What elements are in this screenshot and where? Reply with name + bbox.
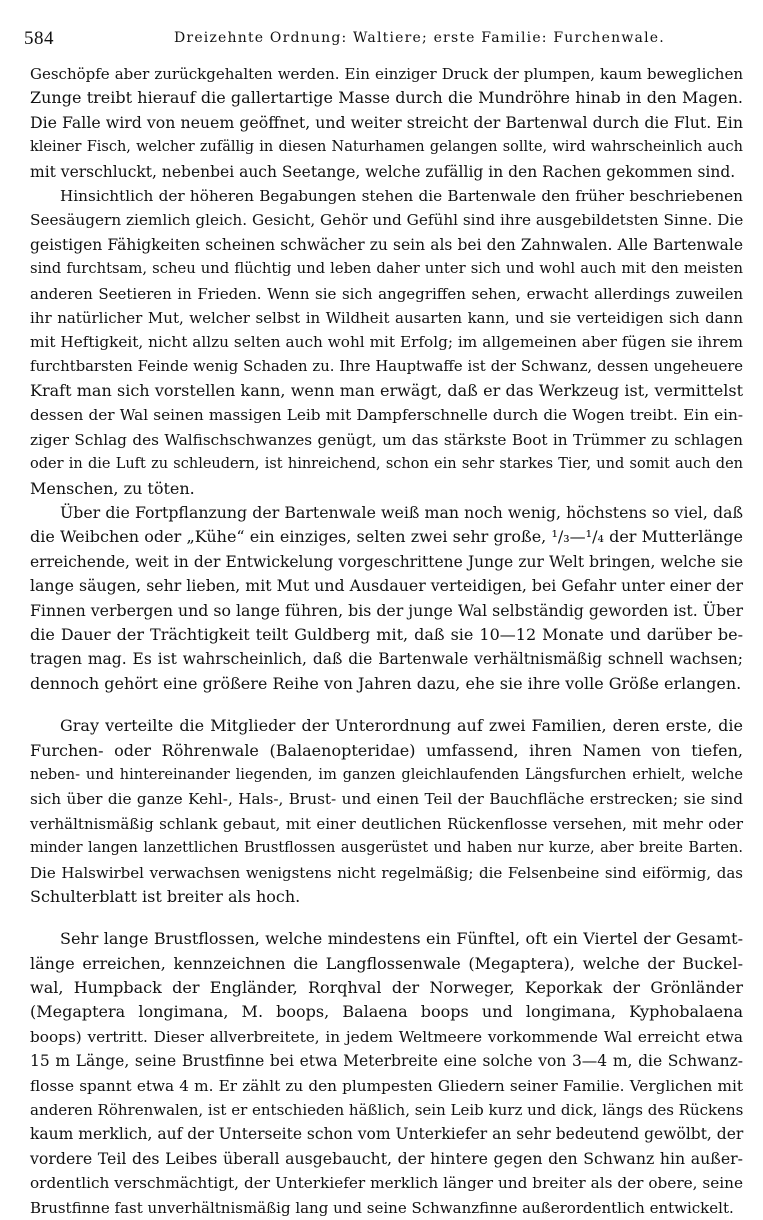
text-line: tragen mag. Es ist wahrscheinlich, daß die Bartenwale verhältnismäßig schnell wachsen; xyxy=(30,650,743,669)
text-line: Schulterblatt ist breiter als hoch. xyxy=(30,886,301,906)
text-line: minder langen lanzettlichen Brustflossen ausgerüstet und haben nur kurze, aber breite Barten. xyxy=(30,840,743,857)
text-line: kleiner Fisch, welcher zufällig in diesen Naturhamen gelangen sollte, wird wahrscheinlich auch xyxy=(30,139,743,156)
text-line: ordentlich verschmächtigt, der Unterkiefer merklich länger und breiter als der obere, seine xyxy=(30,1174,743,1193)
text-line: Die Falle wird von neuem geöffnet, und weiter streicht der Bartenwal durch die Flut. Ein xyxy=(30,112,743,132)
text-line: flosse spannt etwa 4 m. Er zählt zu den plumpesten Gliedern seiner Familie. Verglichen mit xyxy=(30,1076,743,1095)
paragraph-2 xyxy=(30,184,743,501)
text-line: Über die Fortpflanzung der Bartenwale weiß man noch wenig, höchstens so viel, daß xyxy=(60,503,743,523)
text-line: lange säugen, sehr lieben, mit Mut und Ausdauer verteidigen, bei Gefahr unter einer der xyxy=(30,576,743,596)
text-line: Brustfinne fast unverhältnismäßig lang und seine Schwanzfinne außerordentlich entwickelt. xyxy=(30,1198,734,1217)
text-line: ihr natürlicher Mut, welcher selbst in Wildheit ausarten kann, und sie verteidigen sich dann xyxy=(30,308,743,327)
text-line: Gray verteilte die Mitglieder der Unterordnung auf zwei Familien, deren erste, die xyxy=(60,716,743,736)
text-line: mit verschluckt, nebenbei auch Seetange, welche zufällig in den Rachen gekommen sind. xyxy=(30,162,736,181)
text-line: furchtbarsten Feinde wenig Schaden zu. Ihre Hauptwaffe ist der Schwanz, dessen ungeheuere xyxy=(30,357,743,375)
text-line: dessen der Wal seinen massigen Leib mit Dampferschnelle durch die Wogen treibt. Ein ein- xyxy=(30,406,743,425)
text-line: länge erreichen, kennzeichnen die Langflossenwale (Megaptera), welche der Buckel- xyxy=(30,953,743,973)
paragraph-1 xyxy=(30,62,743,184)
text-line: kaum merklich, auf der Unterseite schon vom Unterkiefer an sehr bedeutend gewölbt, der xyxy=(30,1125,744,1144)
text-line: Furchen- oder Röhrenwale (Balaenopteridae) umfassend, ihren Namen von tiefen, xyxy=(30,740,743,760)
text-line: Seesäugern ziemlich gleich. Gesicht, Gehör und Gefühl sind ihre ausgebildetsten Sinne. Die xyxy=(30,211,744,230)
body-text xyxy=(30,62,743,1220)
section-gap xyxy=(30,909,743,927)
text-line: sind furchtsam, scheu und flüchtig und leben daher unter sich und wohl auch mit den meisten xyxy=(30,260,743,278)
section-gap xyxy=(30,696,743,714)
text-line: dennoch gehört eine größere Reihe von Jahren dazu, ehe sie ihre volle Größe erlangen. xyxy=(30,673,742,693)
text-line: Die Halswirbel verwachsen wenigstens nicht regelmäßig; die Felsenbeine sind eiförmig, das xyxy=(30,863,743,882)
paragraph-4 xyxy=(30,714,743,909)
text-line: Menschen, zu töten. xyxy=(30,478,195,498)
text-line: ziger Schlag des Walfischschwanzes genügt, um das stärkste Boot in Trümmer zu schlagen xyxy=(30,430,743,449)
text-line: Kraft man sich vorstellen kann, wenn man erwägt, daß er das Werkzeug ist, vermittelst xyxy=(30,381,743,401)
text-line: oder in die Luft zu schleudern, ist hinreichend, schon ein sehr starkes Tier, und somit auch den xyxy=(30,456,743,473)
text-line: geistigen Fähigkeiten scheinen schwächer zu sein als bei den Zahnwalen. Alle Bartenwale xyxy=(30,235,743,254)
text-line: neben- und hintereinander liegenden, im ganzen gleichlaufenden Längsfurchen erhielt, welche xyxy=(30,766,743,783)
text-line: die Weibchen oder „Kühe“ ein einziges, selten zwei sehr große, ¹/₃—¹/₄ der Mutterlänge xyxy=(30,527,743,547)
text-line: anderen Röhrenwalen, ist er entschieden häßlich, sein Leib kurz und dick, längs des Rückens xyxy=(30,1101,744,1120)
text-line: sich über die ganze Kehl-, Hals-, Brust- und einen Teil der Bauchfläche erstrecken; sie sind xyxy=(30,790,743,809)
page-header xyxy=(24,28,744,52)
text-line: anderen Seetieren in Frieden. Wenn sie sich angegriffen sehen, erwacht allerdings zuweilen xyxy=(30,284,743,303)
text-line: vordere Teil des Leibes überall ausgebaucht, der hintere gegen den Schwanz hin außer- xyxy=(30,1148,743,1168)
text-line: die Dauer der Trächtigkeit teilt Guldberg mit, daß sie 10—12 Monate und darüber be- xyxy=(30,624,743,644)
text-line: boops) vertritt. Dieser allverbreitete, in jedem Weltmeere vorkommende Wal erreicht etwa xyxy=(30,1027,743,1046)
paragraph-3 xyxy=(30,501,743,696)
text-line: Sehr lange Brustflossen, welche mindestens ein Fünftel, oft ein Viertel der Gesamt- xyxy=(60,929,743,949)
text-line: mit Heftigkeit, nicht allzu selten auch wohl mit Erfolg; im allgemeinen aber fügen sie ihrem xyxy=(30,333,743,352)
text-line: Finnen verbergen und so lange führen, bis der junge Wal selbständig geworden ist. Über xyxy=(30,600,743,620)
text-line: 15 m Länge, seine Brustfinne bei etwa Meterbreite eine solche von 3—4 m, die Schwanz- xyxy=(30,1052,743,1071)
text-line: wal, Humpback der Engländer, Rorqhval der Norweger, Keporkak der Grönländer xyxy=(30,978,743,998)
text-line: Hinsichtlich der höheren Begabungen stehen die Bartenwale den früher beschriebenen xyxy=(60,186,743,205)
text-line: verhältnismäßig schlank gebaut, mit einer deutlichen Rückenflosse versehen, mit mehr oder xyxy=(30,814,743,833)
text-line: Zunge treibt hierauf die gallertartige Masse durch die Mundröhre hinab in den Magen. xyxy=(30,88,743,108)
page-number: 584 xyxy=(24,28,54,49)
paragraph-5 xyxy=(30,927,743,1220)
text-line: (Megaptera longimana, M. boops, Balaena boops und longimana, Kyphobalaena xyxy=(30,1002,743,1022)
running-title: Dreizehnte Ordnung: Waltiere; erste Familie: Furchenwale. xyxy=(174,30,665,46)
text-line: erreichende, weit in der Entwickelung vorgeschrittene Junge zur Welt bringen, welche sie xyxy=(30,552,743,571)
text-line: Geschöpfe aber zurückgehalten werden. Ein einziger Druck der plumpen, kaum beweglichen xyxy=(30,65,743,83)
